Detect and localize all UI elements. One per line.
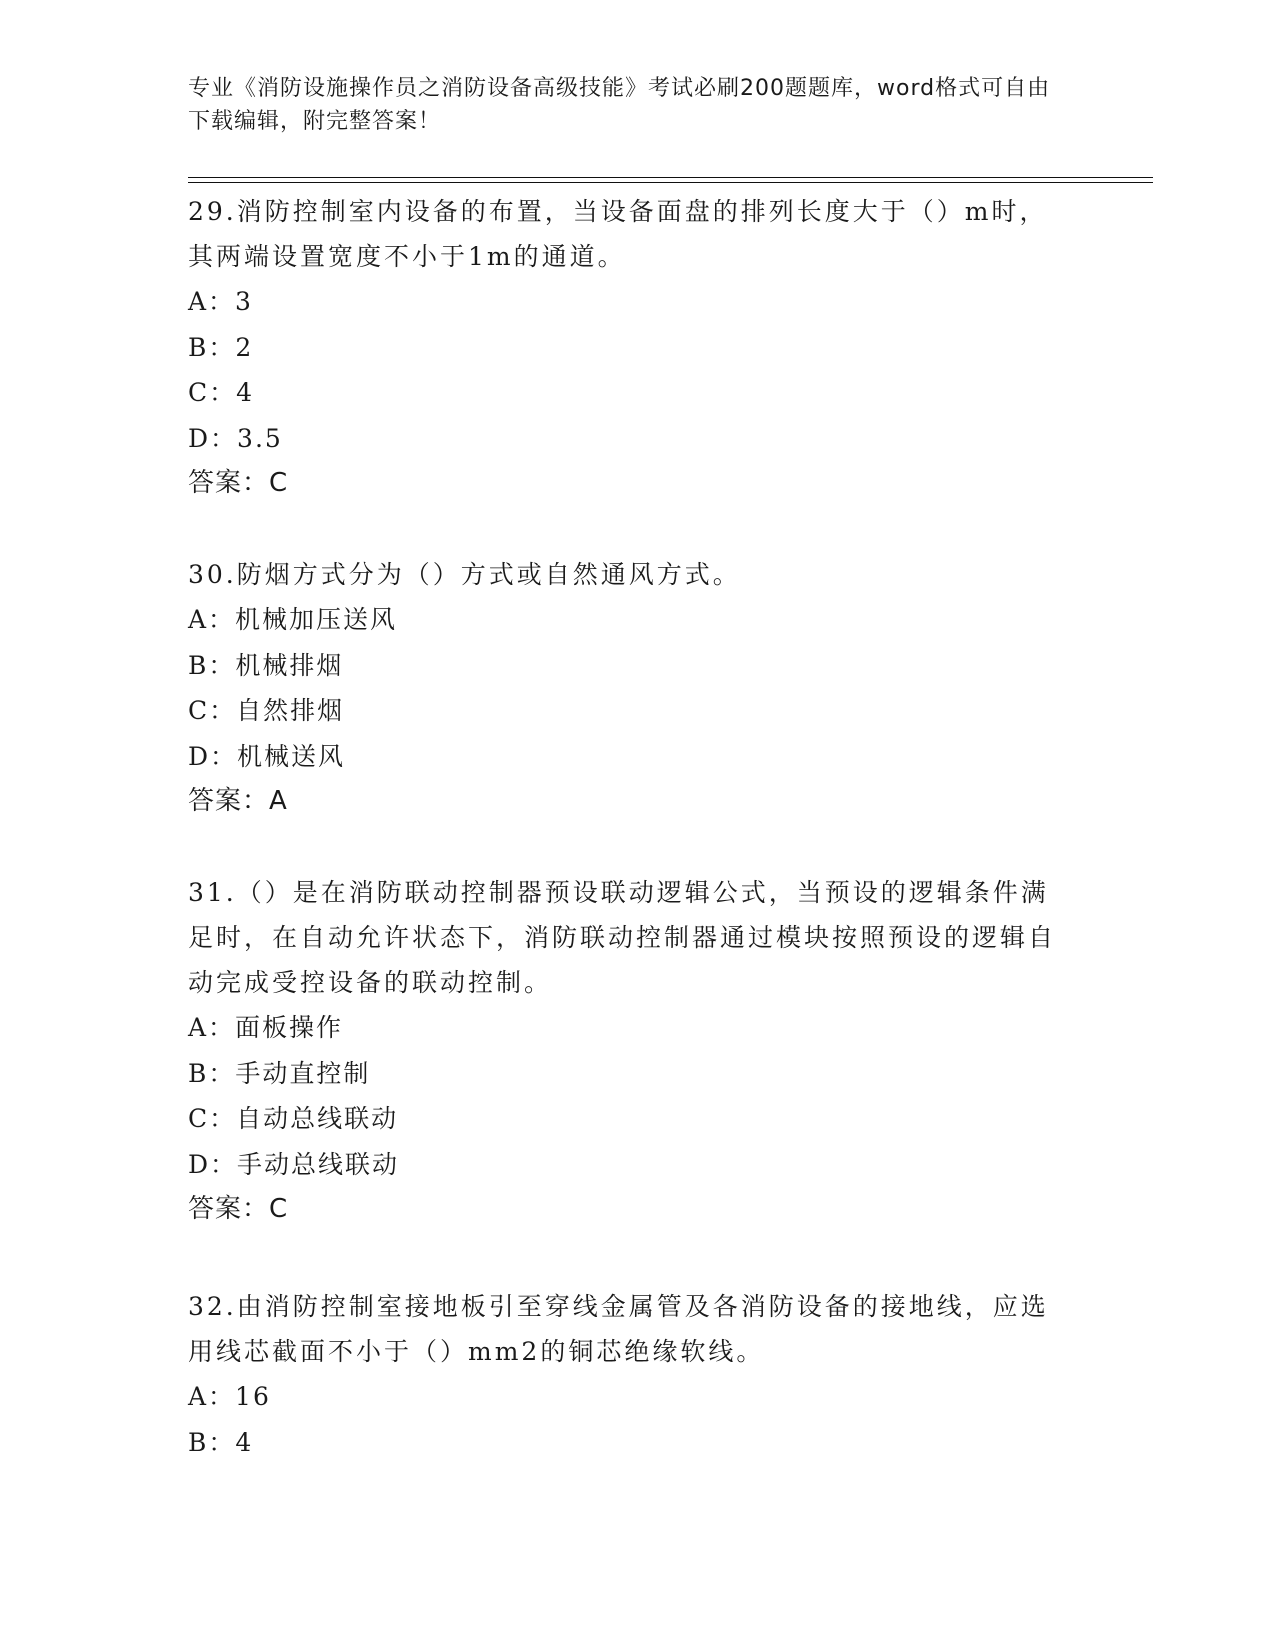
question-29 — [188, 189, 1068, 506]
document-header: 专业《消防设施操作员之消防设备高级技能》考试必刷200题题库，word格式可自由下载编辑，附完整答案！ — [188, 76, 1051, 134]
option-d: D：机械送风 — [188, 741, 346, 771]
answer-label: 答案：C — [188, 468, 289, 498]
answer-label: 答案：C — [188, 1194, 289, 1224]
question-31 — [188, 870, 1068, 1232]
option-b: B：2 — [188, 332, 254, 362]
option-a: A：16 — [188, 1382, 271, 1411]
option-c: C：自动总线联动 — [188, 1104, 399, 1133]
option-c: C：自然排烟 — [188, 696, 345, 725]
question-stem: 30.防烟方式分为（）方式或自然通风方式。 — [188, 560, 741, 589]
question-stem: 29.消防控制室内设备的布置，当设备面盘的排列长度大于（）m时，其两端设置宽度不小于1m的通道。 — [188, 197, 1048, 271]
question-32 — [188, 1284, 1068, 1465]
option-c: C：4 — [188, 378, 255, 407]
answer-label: 答案：A — [188, 786, 288, 816]
option-b: B：4 — [188, 1427, 254, 1457]
header-divider-top — [188, 177, 1153, 178]
question-30 — [188, 552, 1068, 824]
question-stem: 32.由消防控制室接地板引至穿线金属管及各消防设备的接地线，应选用线芯截面不小于（）mm2的铜芯绝缘软线。 — [188, 1292, 1049, 1366]
question-stem: 31.（）是在消防联动控制器预设联动逻辑公式，当预设的逻辑条件满足时，在自动允许状态下，消防联动控制器通过模块按照预设的逻辑自动完成受控设备的联动控制。 — [188, 878, 1057, 997]
option-b: B：机械排烟 — [188, 650, 344, 680]
option-a: A：机械加压送风 — [188, 605, 398, 634]
option-d: D：3.5 — [188, 423, 283, 453]
option-b: B：手动直控制 — [188, 1058, 371, 1088]
option-a: A：面板操作 — [188, 1013, 344, 1042]
option-a: A：3 — [188, 287, 253, 316]
option-d: D：手动总线联动 — [188, 1149, 400, 1179]
header-divider-bottom — [188, 182, 1153, 183]
